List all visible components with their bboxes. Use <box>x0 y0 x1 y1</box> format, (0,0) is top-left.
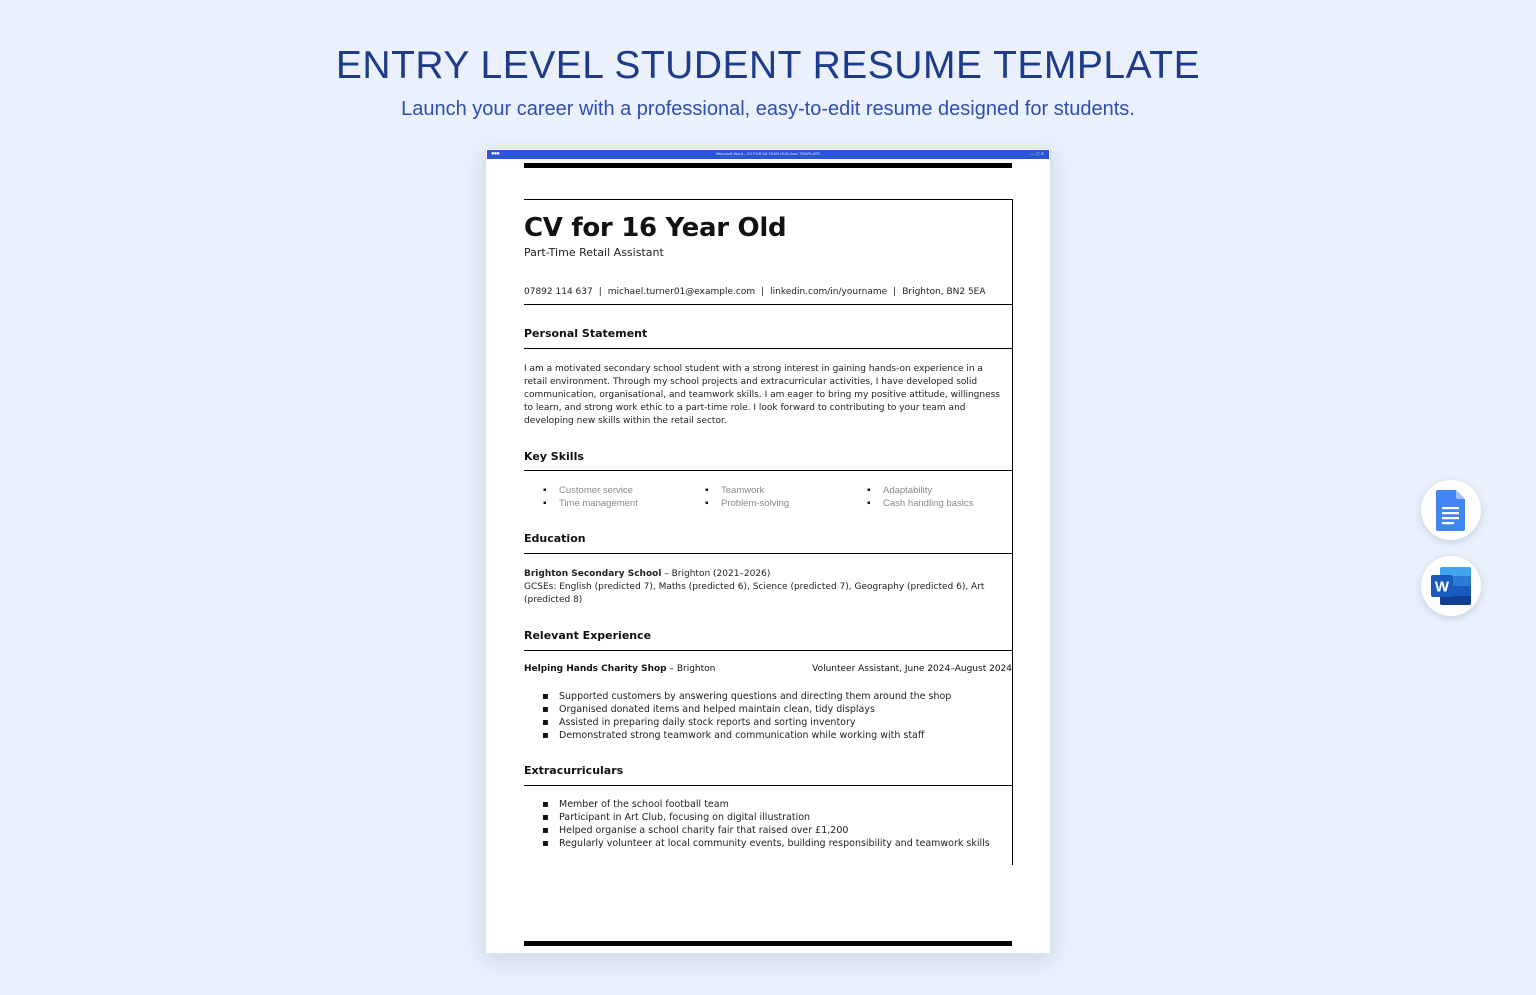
skills-column[interactable] <box>883 484 973 510</box>
section-heading-extracurriculars[interactable]: Extracurriculars <box>524 764 624 777</box>
microsoft-word-icon <box>1421 556 1481 616</box>
school-name: Brighton Secondary School <box>524 569 662 579</box>
window-titlebar[interactable] <box>487 150 1049 159</box>
frame-top-line <box>524 199 1013 200</box>
contact-location: Brighton, BN2 5EA <box>902 287 986 297</box>
list-item: ▪ Organised donated items and helped maintain clean, tidy displays <box>559 703 951 716</box>
page-title: ENTRY LEVEL STUDENT RESUME TEMPLATE <box>335 44 1201 87</box>
list-item: ▪ Teamwork <box>721 484 789 497</box>
document-preview-window[interactable] <box>485 148 1051 954</box>
contact-email: michael.turner01@example.com <box>607 287 756 297</box>
section-heading-personal-statement[interactable]: Personal Statement <box>524 327 648 340</box>
role-dates: Volunteer Assistant, June 2024–August 2024 <box>812 664 1012 674</box>
bottom-rule <box>524 941 1012 946</box>
list-item: ▪ Assisted in preparing daily stock reports and sorting inventory <box>559 716 951 729</box>
cv-name[interactable]: CV for 16 Year Old <box>524 213 787 243</box>
divider-line <box>524 650 1013 651</box>
school-detail: – Brighton (2021–2026) <box>661 569 771 579</box>
cv-role[interactable]: Part-Time Retail Assistant <box>524 246 664 259</box>
window-controls-icon[interactable]: ●●● <box>491 151 499 157</box>
experience-bullets[interactable] <box>524 690 951 742</box>
contact-linkedin: linkedin.com/in/yourname <box>770 287 888 297</box>
google-docs-button[interactable] <box>1421 480 1481 540</box>
google-docs-icon <box>1421 480 1481 540</box>
skills-column[interactable] <box>559 484 638 510</box>
divider-line <box>524 785 1013 786</box>
frame-right-line <box>1012 199 1013 865</box>
section-heading-experience[interactable]: Relevant Experience <box>524 629 652 642</box>
page-subtitle: Launch your career with a professional, easy-to-edit resume designed for students. <box>401 98 1135 120</box>
divider-line <box>524 304 1013 305</box>
org-detail: – Brighton <box>666 664 716 674</box>
window-buttons-icon[interactable]: — ▢ ✕ <box>1030 151 1044 156</box>
list-item: ▪ Customer service <box>559 484 638 497</box>
window-title: Microsoft Word - CV FOR 16 YEAR OLD.docx TEMPLATE <box>716 151 820 156</box>
list-item: ▪ Regularly volunteer at local community events, building responsibility and teamwork skills <box>559 837 990 850</box>
list-item: ▪ Time management <box>559 497 638 510</box>
experience-entry[interactable] <box>524 664 1012 674</box>
section-heading-key-skills[interactable]: Key Skills <box>524 450 584 463</box>
contact-line[interactable]: 07892 114 637 | michael.turner01@example.com | linkedin.com/in/yourname | Brighton, BN2 5EA <box>524 287 986 297</box>
list-item: ▪ Adaptability <box>883 484 973 497</box>
gcse-results: GCSEs: English (predicted 7), Maths (predicted 6), Science (predicted 7), Geography (predicted 6), Art (predicted 8) <box>524 582 985 605</box>
divider-line <box>524 470 1013 471</box>
list-item: ▪ Supported customers by answering questions and directing them around the shop <box>559 690 951 703</box>
list-item: ▪ Cash handling basics <box>883 497 973 510</box>
contact-phone: 07892 114 637 <box>524 287 593 297</box>
list-item: ▪ Helped organise a school charity fair that raised over £1,200 <box>559 824 990 837</box>
list-item: ▪ Participant in Art Club, focusing on digital illustration <box>559 811 990 824</box>
list-item: ▪ Problem-solving <box>721 497 789 510</box>
svg-text:W: W <box>1434 578 1450 596</box>
org-name: Helping Hands Charity Shop <box>524 664 667 674</box>
extracurricular-bullets[interactable] <box>524 798 990 850</box>
personal-statement-text[interactable]: I am a motivated secondary school student with a strong interest in gaining hands-on experience in a retail environment. Through my school projects and extracurricular activities, I have developed solid communication, organisational, and teamwork skills. I am eager to bring my positive attitude, willingness to learn, and strong work ethic to a part-time role. I look forward to contributing to your team and developing new skills within the retail sector. <box>524 364 1000 426</box>
skills-column[interactable] <box>721 484 789 510</box>
list-item: ▪ Member of the school football team <box>559 798 990 811</box>
divider-line <box>524 553 1013 554</box>
list-item: ▪ Demonstrated strong teamwork and communication while working with staff <box>559 729 951 742</box>
top-rule <box>524 163 1012 168</box>
education-entry[interactable] <box>524 568 1002 607</box>
divider-line <box>524 348 1013 349</box>
section-heading-education[interactable]: Education <box>524 532 586 545</box>
microsoft-word-button[interactable] <box>1421 556 1481 616</box>
